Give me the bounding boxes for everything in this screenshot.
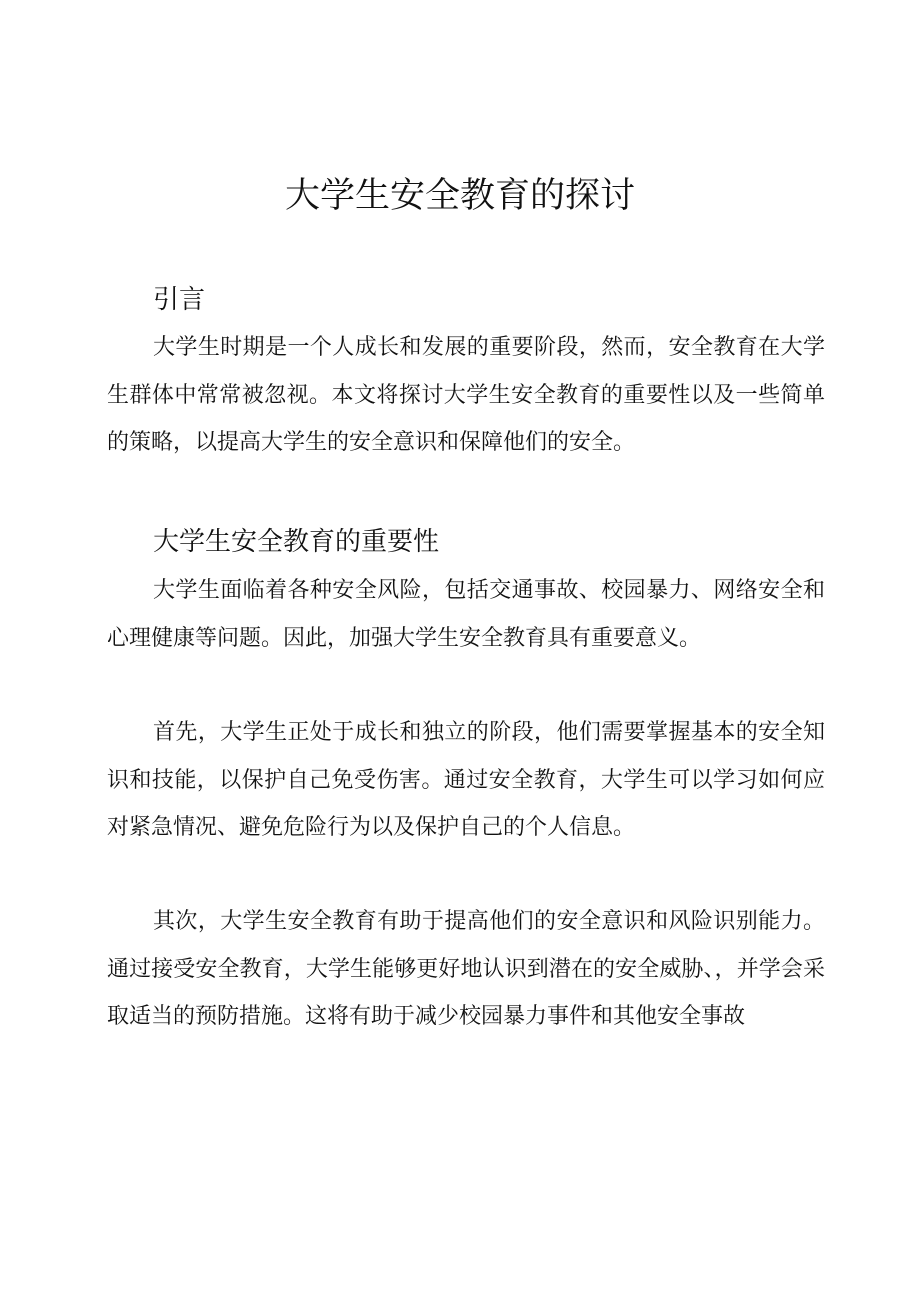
paragraph-second: 其次，大学生安全教育有助于提高他们的安全意识和风险识别能力。通过接受安全教育，大学生能够更好地认识到潜在的安全威胁、，并学会采取适当的预防措施。这将有助于减少校园暴力事件和其他安全事故 xyxy=(107,909,825,1029)
paragraph-risks: 大学生面临着各种安全风险，包括交通事故、校园暴力、网络安全和心理健康等问题。因此，加强大学生安全教育具有重要意义。 xyxy=(107,578,825,651)
paragraph-introduction: 大学生时期是一个人成长和发展的重要阶段，然而，安全教育在大学生群体中常常被忽视。本文将探讨大学生安全教育的重要性以及一些简单的策略，以提高大学生的安全意识和保障他们的安全。 xyxy=(107,335,825,455)
paragraph-first: 首先，大学生正处于成长和独立的阶段，他们需要掌握基本的安全知识和技能，以保护自己免受伤害。通过安全教育，大学生可以学习如何应对紧急情况、避免危险行为以及保护自己的个人信息。 xyxy=(107,720,825,840)
section-heading-introduction: 引言 xyxy=(153,285,206,315)
section-heading-importance: 大学生安全教育的重要性 xyxy=(153,527,440,557)
document-title: 大学生安全教育的探讨 xyxy=(284,176,635,216)
